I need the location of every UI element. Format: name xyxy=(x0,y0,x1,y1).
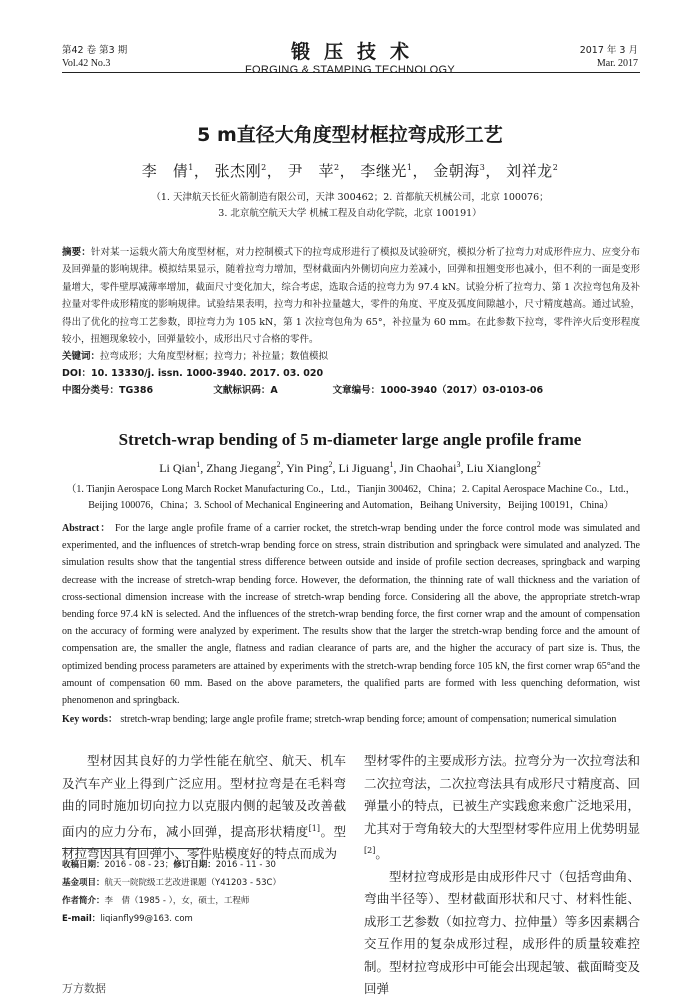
author-name: 李继光 xyxy=(360,162,407,180)
author-name: 刘祥龙 xyxy=(506,162,553,180)
abstract-text-cn: 针对某一运载火箭大角度型材框，对力控制模式下的拉弯成形进行了模拟及试验研究，模拟分析了拉弯力对成形件应力、应变分布及回弹量的影响规律。模拟结果显示，随着拉弯力增加，型材截面内外侧切向应力差减小，回弹和扭翘变形也减小，但不利的一面是变形量增大，零件壁厚减薄率增加，截面尺寸变化加大，综合考虑，选取合适的拉弯力为 97.4 kN。试验分析了拉弯力、第 1 次拉弯包角及补拉量对零件成形精度的影响规律。试验结果表明，拉弯力和补拉量越大，零件的角度、平度及弧度间隙越小，尺寸精度越高。通过试验，得出了优化的拉弯工艺参数，即拉弯力为 105 kN，第 1 次拉弯包角为 65°，补拉量为 60 mm。在此参数下拉弯，零件淬火后变形程度较小，扭翘现象较小，回弹量较小，成形出尺寸合格的零件。 xyxy=(62,247,640,346)
watermark-text: 万方数据 xyxy=(62,982,106,995)
abstract-label-en: Abstract： xyxy=(62,523,112,534)
author-list-cn: 李 倩$^1$， 张杰刚$^2$， 尹 苹$^2$， 李继光$^1$， 金朝海$^3$， 刘祥龙$^2$ xyxy=(141,162,559,180)
footnote-fund: 基金项目：航天一院院级工艺改进课题（Y41203 - 53C） xyxy=(62,878,281,888)
keywords-label-en: Key words： xyxy=(62,714,118,725)
footnote-email: E-mail：liqianfly99@163. com xyxy=(62,914,193,924)
doi: DOI：10. 13330/j. issn. 1000-3940. 2017. 03. 020 xyxy=(62,368,324,379)
journal-name-cn: 锻压技术 xyxy=(290,41,423,63)
author-name: Zhang Jiegang xyxy=(206,461,277,475)
date-en: Mar. 2017 xyxy=(596,58,638,69)
date-cn: 2017 年 3 月 xyxy=(579,45,638,56)
keywords-cn xyxy=(62,348,640,362)
citation-ref[interactable]: [2] xyxy=(364,846,376,855)
email-link[interactable]: liqianfly99@163. com xyxy=(100,914,193,924)
classification-row xyxy=(62,382,640,396)
keywords-text-cn: 拉弯成形；大角度型材框；拉弯力；补拉量；数值模拟 xyxy=(100,351,329,362)
body-paragraph: 型材零件的主要成形方法。拉弯分为一次拉弯法和二次拉弯法，二次拉弯法具有成形尺寸精度高、回弹量小的特点，已被生产实践愈来愈广泛地采用，尤其对于弯角较大的大型型材零件应用上优势明显[2]。 xyxy=(364,753,640,862)
abstract-en xyxy=(62,520,640,709)
author-name: Li Jiguang xyxy=(338,461,390,475)
affiliation-line: 3. 北京航空航天大学 机械工程及自动化学院，北京 100191） xyxy=(218,208,482,219)
body-column-right xyxy=(364,750,640,1001)
author-name: Liu Xianglong xyxy=(466,461,537,475)
abstract-text-en: For the large angle profile frame of a carrier rocket, the stretch-wrap bending under the force control mode was simulated and experimented, and the influences of stretch-wrap bending force on stress, strain distribution and springback were simulated and analyzed. The simulation results show that the tangential stress difference between outside and inside of profile section decreases, springback and warping decrease with the increase of stretch-wrap bending force. However, the deformation, the thinning rate of wall thickness and the variation of cross-sectional dimension increase with the increase of stretch-wrap bending force. Considering all the above, the appropriate stretch-wrap bending force 97.4 kN is selected. And the influences of the stretch-wrap bending force, the first corner wrap and the amount of compensation on the accuracy of forming were analyzed by experiment. The results show that the larger the stretch-wrap bending force and the amount of compensation are, the smaller the angle, flatness and radian clearance of parts are, and the higher the accuracy of part size is. Thus, the optimized bending process parameters are attained by experiments with the stretch-wrap bending force 105 kN, the first corner wrap 65°and the amount of compensation 60 mm. Based on the above parameters, the qualified parts are formed with less quenching deformation, wist phenomenon and springback. xyxy=(62,523,640,707)
document-code: 文献标识码：A xyxy=(213,385,278,396)
affiliation-line: （1. Tianjin Aerospace Long March Rocket Manufacturing Co.，Ltd.，Tianjin 300462，China；2. Capital Aerospace Machine Co.，Ltd.， xyxy=(66,484,636,495)
issue-info xyxy=(62,44,127,70)
author-name: 李 倩 xyxy=(141,162,189,180)
paper-title-cn: 5 m直径大角度型材框拉弯成形工艺 xyxy=(197,124,503,146)
body-paragraph: 型材因其良好的力学性能在航空、航天、机车及汽车产业上得到广泛应用。型材拉弯是在毛料弯曲的同时施加切向拉力以克服内侧的起皱及改善截面内的应力分布，减小回弹，提高形状精度[1]。型材拉弯因具有回弹小、零件贴模度好的特点而成为 xyxy=(62,753,346,862)
keywords-label-cn: 关键词： xyxy=(62,351,101,362)
affiliations-cn xyxy=(40,190,660,222)
article-number: 文章编号：1000-3940（2017）03-0103-06 xyxy=(332,385,544,396)
paper-title-en: Stretch-wrap bending of 5 m-diameter large angle profile frame xyxy=(118,430,582,449)
abstract-cn xyxy=(62,244,640,348)
volume-en: Vol.42 No.3 xyxy=(62,58,111,69)
affiliations-en xyxy=(62,482,640,514)
author-name: Yin Ping xyxy=(286,461,329,475)
clc-number: 中图分类号：TG386 xyxy=(62,385,154,396)
citation-ref[interactable]: [1] xyxy=(308,823,321,833)
issue-date xyxy=(580,44,638,70)
author-name: 金朝海 xyxy=(433,162,480,180)
header-divider xyxy=(62,72,640,73)
keywords-text-en: stretch-wrap bending; large angle profile frame; stretch-wrap bending force; amount of compensation; numerical simulation xyxy=(120,714,617,725)
abstract-label-cn: 摘要： xyxy=(62,247,91,258)
author-list-en: Li Qian$^1$, Zhang Jiegang$^2$, Yin Ping$^2$, Li Jiguang$^1$, Jin Chaohai$^3$, Liu Xianglong$^2$ xyxy=(159,460,541,475)
footnotes xyxy=(62,856,352,928)
footnote-divider xyxy=(62,848,202,849)
author-name: 张杰刚 xyxy=(214,162,262,180)
volume-cn: 第42 卷 第3 期 xyxy=(62,45,128,56)
author-name: Jin Chaohai xyxy=(399,461,457,475)
body-paragraph: 型材拉弯成形是由成形件尺寸（包括弯曲角、弯曲半径等）、型材截面形状和尺寸、材料性能、成形工艺参数（如拉弯力、拉伸量）等多因素耦合交互作用的复杂成形过程，成形件的质量较难控制。型材拉弯成形中可能会出现起皱、截面畸变及回弹 xyxy=(364,868,640,997)
keywords-en xyxy=(62,710,640,725)
author-name: 尹 苹 xyxy=(287,162,335,180)
journal-name-en: FORGING & STAMPING TECHNOLOGY xyxy=(245,64,455,76)
affiliation-line: Beijing 100076，China；3. School of Mechanical Engineering and Automation，Beihang University，Beijing 100191，China） xyxy=(88,500,614,511)
author-name: Li Qian xyxy=(159,461,197,475)
footnote-dates: 收稿日期：2016 - 08 - 23；修订日期：2016 - 11 - 30 xyxy=(62,860,276,870)
affiliation-line: （1. 天津航天长征火箭制造有限公司，天津 300462；2. 首都航天机械公司，北京 100076； xyxy=(151,192,549,203)
footnote-author: 作者简介：李 倩（1985 - ），女，硕士，工程师 xyxy=(62,896,250,906)
